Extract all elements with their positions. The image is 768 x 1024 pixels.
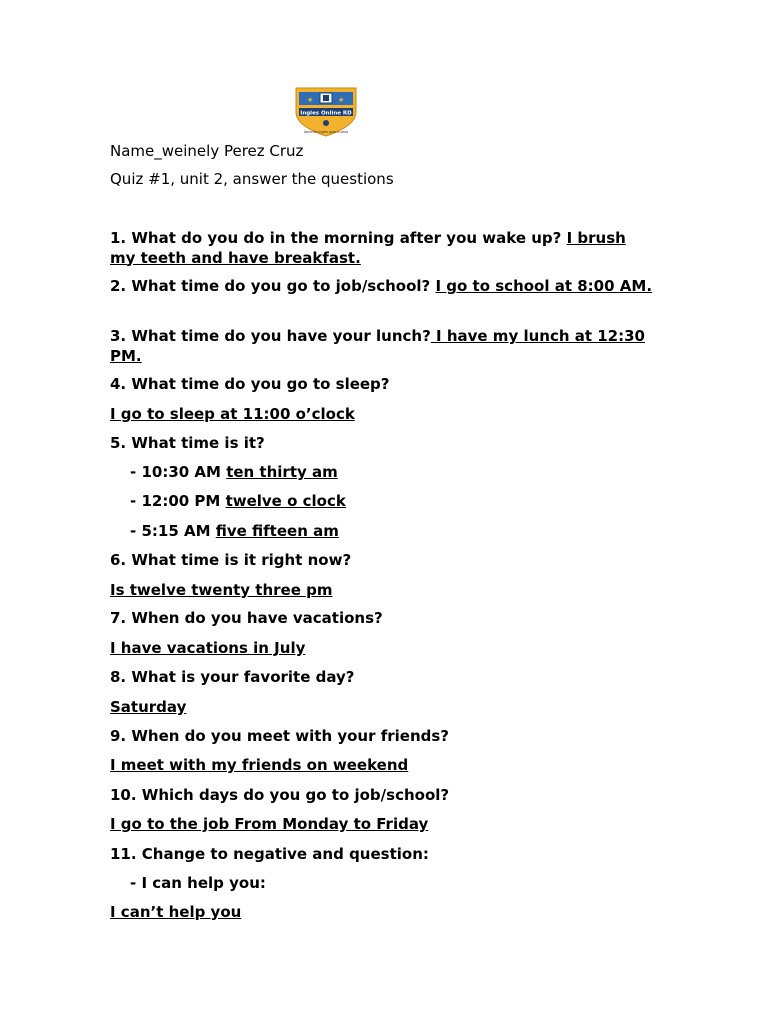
- answer-5-item-1: ten thirty am: [226, 463, 338, 481]
- answer-7: I have vacations in July: [110, 639, 306, 657]
- question-8-text: 8. What is your favorite day?: [110, 668, 355, 686]
- question-3: [110, 327, 655, 366]
- answer-11: I can’t help you: [110, 903, 242, 921]
- question-3-text: 3. What time do you have your lunch?: [110, 327, 431, 345]
- svg-text:★: ★: [307, 96, 314, 104]
- question-1: [110, 229, 655, 268]
- logo-tagline: Aprende Ingles paso a paso: [303, 130, 349, 134]
- answer-3-part-2: 12:30 PM.: [110, 327, 645, 365]
- answer-6: Is twelve twenty three pm: [110, 581, 333, 599]
- question-6-text: 6. What time is it right now?: [110, 551, 352, 569]
- ingles-online-logo: [290, 86, 362, 138]
- answer-9: I meet with my friends on weekend: [110, 756, 409, 774]
- answer-3-part-1: I have my lunch at: [430, 327, 598, 345]
- answer-10: I go to the job From Monday to Friday: [110, 815, 429, 833]
- question-2: [110, 277, 655, 297]
- svg-text:★: ★: [338, 96, 345, 104]
- quiz-title: Quiz #1, unit 2, answer the questions: [110, 170, 394, 188]
- question-10-text: 10. Which days do you go to job/school?: [110, 786, 450, 804]
- student-name: Name_weinely Perez Cruz: [110, 142, 304, 160]
- answer-4: I go to sleep at 11:00 o’clock: [110, 405, 355, 423]
- question-7-text: 7. When do you have vacations?: [110, 609, 383, 627]
- answer-2-part-2: AM.: [619, 277, 653, 295]
- question-11-sub: - I can help you:: [130, 874, 266, 892]
- answer-8: Saturday: [110, 698, 187, 716]
- question-4-text: 4. What time do you go to sleep?: [110, 375, 390, 393]
- question-1-text: 1. What do you do in the morning after you wake up?: [110, 229, 567, 247]
- question-5-item-1-time: - 10:30 AM: [130, 463, 227, 481]
- question-5-item-2-time: - 12:00 PM: [130, 492, 226, 510]
- question-5-text: 5. What time is it?: [110, 434, 265, 452]
- answer-5-item-2: twelve o clock: [225, 492, 346, 510]
- logo-brand-text: Ingles Online RD: [300, 110, 352, 117]
- answer-1-part-1: I brush: [566, 229, 626, 247]
- question-5-item-2: [130, 492, 690, 512]
- question-11-text: 11. Change to negative and question:: [110, 845, 429, 863]
- question-5-item-3-time: - 5:15 AM: [130, 522, 216, 540]
- answer-5-item-3: five fifteen am: [215, 522, 339, 540]
- question-5-item-3: [130, 522, 690, 542]
- answer-1-part-2: my teeth and have breakfast.: [110, 248, 361, 267]
- question-5-item-1: [130, 463, 690, 483]
- answer-2-part-1: I go to school at 8:00: [435, 277, 620, 295]
- question-2-text: 2. What time do you go to job/school?: [110, 277, 436, 295]
- question-9-text: 9. When do you meet with your friends?: [110, 727, 450, 745]
